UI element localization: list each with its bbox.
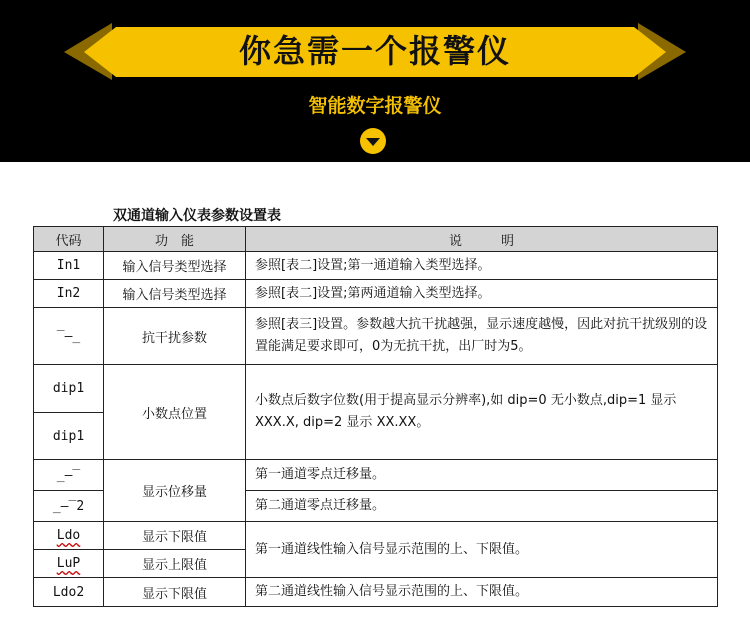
table-title: 双通道输入仪表参数设置表 <box>113 208 281 224</box>
row-code: _–‾ <box>34 460 104 491</box>
table-row <box>34 308 718 365</box>
row-function: 显示位移量 <box>104 460 246 522</box>
row-function: 抗干扰参数 <box>104 308 246 365</box>
table-row <box>34 280 718 308</box>
row-function: 显示下限值 <box>104 522 246 550</box>
banner-subheadline: 智能数字报警仪 <box>308 95 442 117</box>
parameter-table <box>33 226 718 607</box>
header-code: 代码 <box>34 227 104 252</box>
row-description: 第二通道零点迁移量。 <box>246 491 718 522</box>
header-description: 说 明 <box>246 227 718 252</box>
header-banner <box>0 0 750 162</box>
chevron-down-circle-icon[interactable] <box>359 127 387 155</box>
table-header-row <box>34 227 718 252</box>
row-code: dip1 <box>34 413 104 460</box>
code-label: Ldo <box>56 528 81 543</box>
row-code: In1 <box>34 252 104 280</box>
table-row <box>34 252 718 280</box>
row-code: Ldo2 <box>34 578 104 607</box>
row-code <box>34 522 104 550</box>
table-row <box>34 460 718 491</box>
banner-headline: 你急需一个报警仪 <box>238 32 511 70</box>
row-description: 小数点后数字位数(用于提高显示分辨率),如 dip=0 无小数点,dip=1 显示 XXX.X, dip=2 显示 XX.XX。 <box>246 365 718 460</box>
row-description: 参照[表三]设置。参数越大抗干扰越强，显示速度越慢，因此对抗干扰级别的设置能满足要求即可，0为无抗干扰，出厂时为5。 <box>246 308 718 365</box>
row-code <box>34 550 104 578</box>
row-description: 参照[表二]设置;第一通道输入类型选择。 <box>246 252 718 280</box>
table-row <box>34 365 718 413</box>
header-function: 功 能 <box>104 227 246 252</box>
row-function: 输入信号类型选择 <box>104 252 246 280</box>
table-row <box>34 578 718 607</box>
row-function: 显示上限值 <box>104 550 246 578</box>
row-function: 显示下限值 <box>104 578 246 607</box>
row-description: 第一通道线性输入信号显示范围的上、下限值。 <box>246 522 718 578</box>
row-code: In2 <box>34 280 104 308</box>
row-code: _–‾2 <box>34 491 104 522</box>
row-description: 参照[表二]设置;第两通道输入类型选择。 <box>246 280 718 308</box>
row-code: ‾–_ <box>34 308 104 365</box>
row-function: 输入信号类型选择 <box>104 280 246 308</box>
row-code: dip1 <box>34 365 104 413</box>
code-label: LuP <box>56 556 81 571</box>
row-description: 第二通道线性输入信号显示范围的上、下限值。 <box>246 578 718 607</box>
table-row <box>34 522 718 550</box>
row-function: 小数点位置 <box>104 365 246 460</box>
row-description: 第一通道零点迁移量。 <box>246 460 718 491</box>
